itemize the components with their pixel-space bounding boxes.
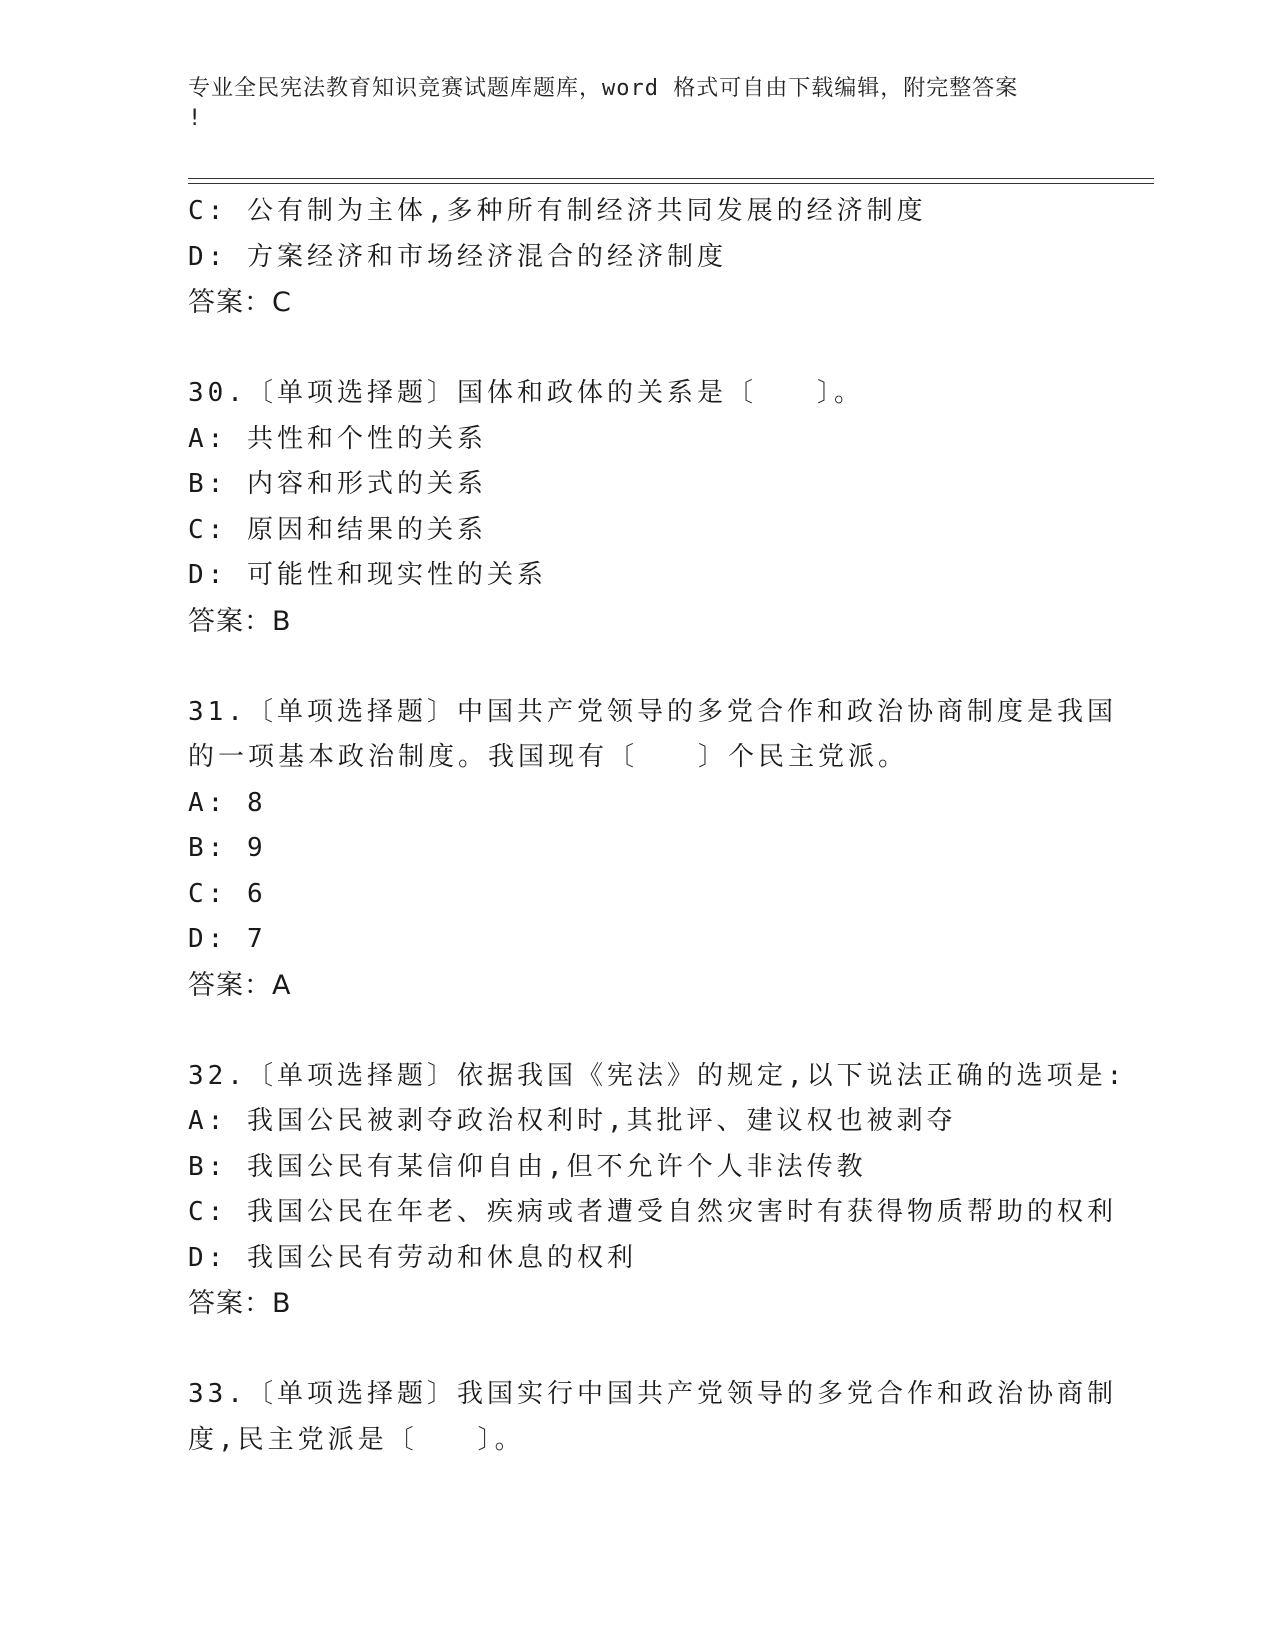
option-c: C: 6	[188, 878, 267, 909]
spacer	[188, 1327, 1088, 1373]
answer-label: 答案：A	[188, 969, 292, 1001]
option-d: D: 我国公民有劳动和休息的权利	[188, 1242, 637, 1273]
question-text-line-1: 31.〔单项选择题〕中国共产党领导的多党合作和政治协商制度是我国	[188, 696, 1117, 727]
page-header	[188, 74, 1068, 134]
option-c: C: 我国公民在年老、疾病或者遭受自然灾害时有获得物质帮助的权利	[188, 1197, 1117, 1227]
header-rule-top	[188, 178, 1154, 179]
question-block-33	[188, 1372, 1117, 1463]
question-text: 30.〔单项选择题〕国体和政体的关系是〔 〕。	[188, 378, 864, 408]
header-rule-bottom	[188, 183, 1154, 184]
option-b: B: 我国公民有某信仰自由,但不允许个人非法传教	[188, 1151, 867, 1182]
option-a: A: 我国公民被剥夺政治权利时,其批评、建议权也被剥夺	[188, 1106, 957, 1136]
option-b: B: 9	[188, 833, 267, 863]
question-list	[188, 189, 1127, 1463]
option-c: C: 公有制为主体,多种所有制经济共同发展的经济制度	[188, 196, 927, 226]
spacer	[188, 326, 1088, 372]
answer-label: 答案：B	[188, 605, 292, 637]
option-d: D: 7	[188, 924, 267, 954]
question-block-30	[188, 371, 1088, 644]
option-d: D: 可能性和现实性的关系	[188, 560, 547, 590]
option-d: D: 方案经济和市场经济混合的经济制度	[188, 241, 727, 272]
question-text-line-2: 度,民主党派是〔 〕。	[188, 1424, 525, 1455]
option-a: A: 8	[188, 787, 267, 818]
option-a: A: 共性和个性的关系	[188, 423, 487, 454]
answer-label: 答案：B	[188, 1288, 292, 1319]
question-text-line-1: 33.〔单项选择题〕我国实行中国共产党领导的多党合作和政治协商制	[188, 1379, 1117, 1409]
answer-label: 答案：C	[188, 287, 292, 318]
option-c: C: 原因和结果的关系	[188, 514, 487, 545]
header-title: 专业全民宪法教育知识竞赛试题库题库，word 格式可自由下载编辑，附完整答案	[188, 76, 1019, 101]
question-block-31	[188, 690, 1117, 1009]
question-text: 32.〔单项选择题〕依据我国《宪法》的规定,以下说法正确的选项是:	[188, 1060, 1127, 1091]
spacer	[188, 1008, 1088, 1054]
option-b: B: 内容和形式的关系	[188, 469, 487, 499]
question-block-32	[188, 1054, 1127, 1327]
header-title-end: !	[188, 106, 203, 131]
question-block-prev	[188, 189, 1088, 326]
spacer	[188, 644, 1088, 690]
question-text-line-2: 的一项基本政治制度。我国现有〔 〕个民主党派。	[188, 742, 909, 772]
